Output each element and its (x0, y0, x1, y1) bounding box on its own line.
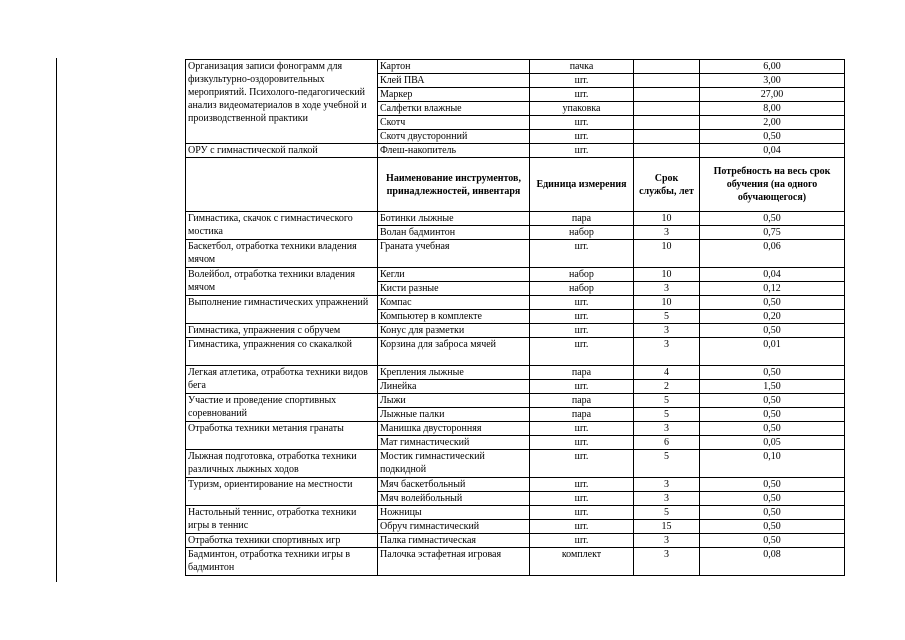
unit-cell: комплект (530, 548, 634, 576)
activity-cell: Настольный теннис, отработка техники игры в теннис (186, 506, 378, 534)
item-cell: Мяч баскетбольный (378, 478, 530, 492)
life-cell (634, 102, 700, 116)
need-cell: 0,04 (700, 268, 845, 282)
need-cell: 0,20 (700, 310, 845, 324)
activity-cell: Лыжная подготовка, отработка техники различных лыжных ходов (186, 450, 378, 478)
need-cell: 0,08 (700, 548, 845, 576)
life-cell: 3 (634, 338, 700, 366)
table-row (186, 506, 845, 520)
activity-cell: Волейбол, отработка техники владения мячом (186, 268, 378, 296)
need-cell: 0,50 (700, 478, 845, 492)
unit-cell: набор (530, 282, 634, 296)
activity-cell: Гимнастика, упражнения с обручем (186, 324, 378, 338)
life-cell: 10 (634, 268, 700, 282)
table-row (186, 478, 845, 492)
item-cell: Мостик гимнастический подкидной (378, 450, 530, 478)
unit-cell: шт. (530, 380, 634, 394)
table-row (186, 268, 845, 282)
unit-cell: шт. (530, 74, 634, 88)
table-row (186, 338, 845, 366)
header-item: Наименование инструментов, принадлежностей, инвентаря (378, 158, 530, 212)
unit-cell: пара (530, 212, 634, 226)
life-cell: 3 (634, 492, 700, 506)
activity-cell: Легкая атлетика, отработка техники видов бега (186, 366, 378, 394)
page-margin-line (56, 58, 57, 582)
unit-cell: шт. (530, 88, 634, 102)
table-row (186, 324, 845, 338)
table-row (186, 394, 845, 408)
need-cell: 0,50 (700, 408, 845, 422)
need-cell: 8,00 (700, 102, 845, 116)
item-cell: Мат гимнастический (378, 436, 530, 450)
life-cell: 5 (634, 450, 700, 478)
item-cell: Флеш-накопитель (378, 144, 530, 158)
unit-cell: шт. (530, 436, 634, 450)
life-cell: 5 (634, 506, 700, 520)
item-cell: Мяч волейбольный (378, 492, 530, 506)
unit-cell: пара (530, 366, 634, 380)
item-cell: Картон (378, 60, 530, 74)
unit-cell: шт. (530, 534, 634, 548)
item-cell: Скотч двусторонний (378, 130, 530, 144)
table-row (186, 422, 845, 436)
need-cell: 0,50 (700, 506, 845, 520)
header-unit: Единица измерения (530, 158, 634, 212)
life-cell: 10 (634, 240, 700, 268)
life-cell: 5 (634, 408, 700, 422)
unit-cell: шт. (530, 520, 634, 534)
life-cell: 6 (634, 436, 700, 450)
item-cell: Палочка эстафетная игровая (378, 548, 530, 576)
table-row (186, 296, 845, 310)
unit-cell: шт. (530, 144, 634, 158)
table-row (186, 534, 845, 548)
unit-cell: набор (530, 226, 634, 240)
unit-cell: набор (530, 268, 634, 282)
table-row (186, 144, 845, 158)
item-cell: Обруч гимнастический (378, 520, 530, 534)
item-cell: Крепления лыжные (378, 366, 530, 380)
activity-cell: Организация записи фонограмм для физкультурно-оздоровительных мероприятий. Психолого-педагогический анализ видеоматериалов в ходе учебной и производственной практики (186, 60, 378, 144)
unit-cell: шт. (530, 422, 634, 436)
item-cell: Клей ПВА (378, 74, 530, 88)
unit-cell: шт. (530, 130, 634, 144)
item-cell: Ножницы (378, 506, 530, 520)
item-cell: Манишка двусторонняя (378, 422, 530, 436)
need-cell: 0,50 (700, 520, 845, 534)
life-cell: 10 (634, 212, 700, 226)
item-cell: Скотч (378, 116, 530, 130)
unit-cell: шт. (530, 492, 634, 506)
activity-cell: Гимнастика, упражнения со скакалкой (186, 338, 378, 366)
item-cell: Маркер (378, 88, 530, 102)
item-cell: Граната учебная (378, 240, 530, 268)
need-cell: 0,50 (700, 492, 845, 506)
unit-cell: шт. (530, 324, 634, 338)
activity-cell: Баскетбол, отработка техники владения мячом (186, 240, 378, 268)
unit-cell: шт. (530, 240, 634, 268)
item-cell: Ботинки лыжные (378, 212, 530, 226)
need-cell: 1,50 (700, 380, 845, 394)
activity-cell: Выполнение гимнастических упражнений (186, 296, 378, 324)
life-cell (634, 144, 700, 158)
table-row (186, 450, 845, 478)
table-row (186, 548, 845, 576)
life-cell: 10 (634, 296, 700, 310)
item-cell: Корзина для заброса мячей (378, 338, 530, 366)
unit-cell: шт. (530, 506, 634, 520)
table-row (186, 240, 845, 268)
life-cell (634, 60, 700, 74)
life-cell (634, 74, 700, 88)
life-cell: 3 (634, 548, 700, 576)
need-cell: 0,75 (700, 226, 845, 240)
need-cell: 0,04 (700, 144, 845, 158)
need-cell: 0,50 (700, 324, 845, 338)
unit-cell: упаковка (530, 102, 634, 116)
need-cell: 0,10 (700, 450, 845, 478)
table-header-row (186, 158, 845, 212)
life-cell: 2 (634, 380, 700, 394)
life-cell: 15 (634, 520, 700, 534)
header-activity (186, 158, 378, 212)
item-cell: Компас (378, 296, 530, 310)
activity-cell: Бадминтон, отработка техники игры в бадминтон (186, 548, 378, 576)
unit-cell: шт. (530, 450, 634, 478)
table-row (186, 60, 845, 74)
life-cell: 5 (634, 394, 700, 408)
item-cell: Компьютер в комплекте (378, 310, 530, 324)
need-cell: 27,00 (700, 88, 845, 102)
item-cell: Лыжи (378, 394, 530, 408)
header-need: Потребность на весь срок обучения (на одного обучающегося) (700, 158, 845, 212)
table-row (186, 212, 845, 226)
unit-cell: шт. (530, 296, 634, 310)
need-cell: 0,50 (700, 212, 845, 226)
need-cell: 0,50 (700, 422, 845, 436)
activity-cell: Туризм, ориентирование на местности (186, 478, 378, 506)
need-cell: 0,50 (700, 366, 845, 380)
need-cell: 0,05 (700, 436, 845, 450)
need-cell: 0,01 (700, 338, 845, 366)
life-cell: 3 (634, 422, 700, 436)
need-cell: 0,06 (700, 240, 845, 268)
need-cell: 0,50 (700, 534, 845, 548)
item-cell: Линейка (378, 380, 530, 394)
activity-cell: Гимнастика, скачок с гимнастического мостика (186, 212, 378, 240)
unit-cell: шт. (530, 478, 634, 492)
life-cell: 3 (634, 324, 700, 338)
unit-cell: шт. (530, 116, 634, 130)
need-cell: 0,12 (700, 282, 845, 296)
need-cell: 0,50 (700, 394, 845, 408)
unit-cell: пачка (530, 60, 634, 74)
life-cell (634, 130, 700, 144)
life-cell: 3 (634, 282, 700, 296)
life-cell: 3 (634, 226, 700, 240)
life-cell (634, 88, 700, 102)
item-cell: Конус для разметки (378, 324, 530, 338)
table-row (186, 366, 845, 380)
life-cell: 5 (634, 310, 700, 324)
item-cell: Палка гимнастическая (378, 534, 530, 548)
activity-cell: Отработка техники метания гранаты (186, 422, 378, 450)
life-cell: 3 (634, 534, 700, 548)
need-cell: 2,00 (700, 116, 845, 130)
need-cell: 0,50 (700, 296, 845, 310)
need-cell: 0,50 (700, 130, 845, 144)
equipment-table (185, 59, 845, 576)
unit-cell: пара (530, 394, 634, 408)
need-cell: 3,00 (700, 74, 845, 88)
item-cell: Кегли (378, 268, 530, 282)
need-cell: 6,00 (700, 60, 845, 74)
activity-cell: Участие и проведение спортивных соревнований (186, 394, 378, 422)
unit-cell: шт. (530, 310, 634, 324)
life-cell (634, 116, 700, 130)
life-cell: 4 (634, 366, 700, 380)
unit-cell: шт. (530, 338, 634, 366)
activity-cell: Отработка техники спортивных игр (186, 534, 378, 548)
item-cell: Салфетки влажные (378, 102, 530, 116)
item-cell: Лыжные палки (378, 408, 530, 422)
unit-cell: пара (530, 408, 634, 422)
item-cell: Кисти разные (378, 282, 530, 296)
item-cell: Волан бадминтон (378, 226, 530, 240)
header-life: Срок службы, лет (634, 158, 700, 212)
life-cell: 3 (634, 478, 700, 492)
activity-cell: ОРУ с гимнастической палкой (186, 144, 378, 158)
